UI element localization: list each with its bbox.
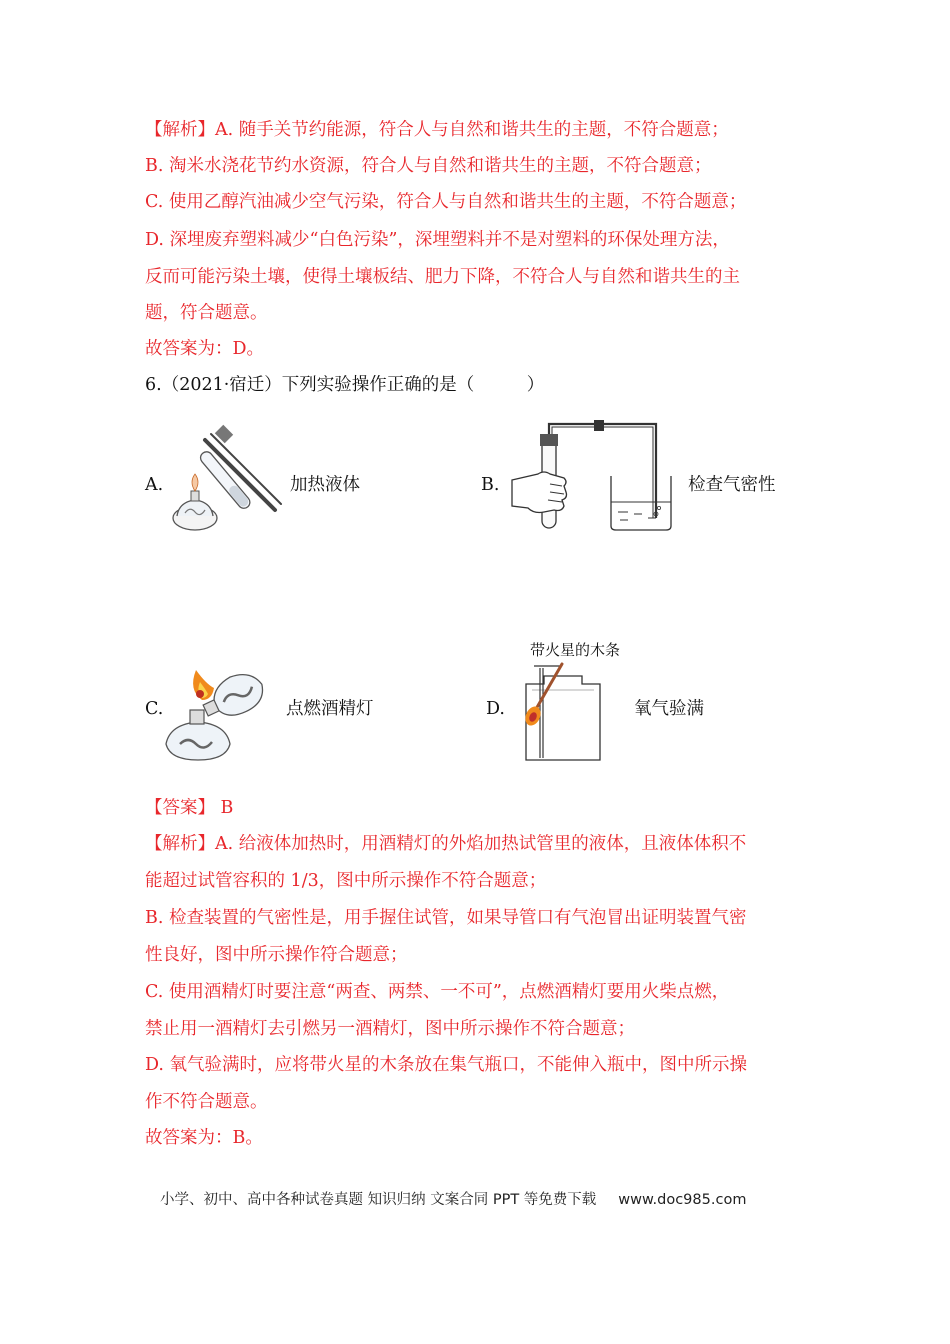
analysis-line: 性良好，图中所示操作符合题意； xyxy=(145,945,408,965)
analysis-line: 反而可能污染土壤，使得土壤板结、肥力下降，不符合人与自然和谐共生的主 xyxy=(145,267,740,287)
analysis-line: 禁止用一酒精灯去引燃另一酒精灯，图中所示操作不符合题意； xyxy=(145,1019,635,1039)
analysis-line: B. 淘米水浇花节约水资源，符合人与自然和谐共生的主题，不符合题意； xyxy=(145,156,712,176)
footer-site-link[interactable]: www.doc985.com xyxy=(618,1192,747,1208)
lighting-lamp-figure xyxy=(162,656,274,766)
analysis-line: 作不符合题意。 xyxy=(145,1092,268,1112)
analysis-line: D. 氧气验满时，应将带火星的木条放在集气瓶口，不能伸入瓶中，图中所示操 xyxy=(145,1055,748,1075)
analysis-line: 能超过试管容积的 1/3，图中所示操作不符合题意； xyxy=(145,871,547,891)
option-d-text: 氧气验满 xyxy=(634,699,704,719)
analysis-line: B. 检查装置的气密性是，用手握住试管，如果导管口有气泡冒出证明装置气密 xyxy=(145,908,747,928)
option-d-letter: D. xyxy=(486,699,505,719)
page-footer xyxy=(160,1188,746,1209)
analysis-line: C. 使用酒精灯时要注意“两查、两禁、一不可”，点燃酒精灯要用火柴点燃， xyxy=(145,982,730,1002)
option-a-letter: A. xyxy=(145,475,164,495)
analysis-line: C. 使用乙醇汽油减少空气污染，符合人与自然和谐共生的主题，不符合题意； xyxy=(145,192,747,212)
airtightness-check-figure xyxy=(508,418,678,534)
option-a-text: 加热液体 xyxy=(290,475,360,495)
answer-line: 【答案】 B xyxy=(145,798,234,818)
option-b-letter: B. xyxy=(481,475,500,495)
heating-liquid-figure xyxy=(165,418,290,540)
analysis-line: 【解析】A. 随手关节约能源，符合人与自然和谐共生的主题，不符合题意； xyxy=(145,120,729,140)
figure-label-splint: 带火星的木条 xyxy=(530,641,621,659)
oxygen-check-figure xyxy=(512,638,637,766)
footer-text: 小学、初中、高中各种试卷真题 知识归纳 文案合同 PPT 等免费下载 xyxy=(160,1192,597,1208)
option-c-letter: C. xyxy=(145,699,164,719)
answer-conclusion: 故答案为：D。 xyxy=(145,339,265,359)
analysis-line: 题，符合题意。 xyxy=(145,303,268,323)
analysis-line: 【解析】A. 给液体加热时，用酒精灯的外焰加热试管里的液体，且液体体积不 xyxy=(145,834,747,854)
analysis-line: D. 深埋废弃塑料减少“白色污染”，深埋塑料并不是对塑料的环保处理方法， xyxy=(145,230,730,250)
option-c-text: 点燃酒精灯 xyxy=(286,699,374,719)
question-stem: 6.（2021·宿迁）下列实验操作正确的是（ ） xyxy=(145,375,545,395)
answer-conclusion: 故答案为：B。 xyxy=(145,1128,263,1148)
option-b-text: 检查气密性 xyxy=(688,475,776,495)
